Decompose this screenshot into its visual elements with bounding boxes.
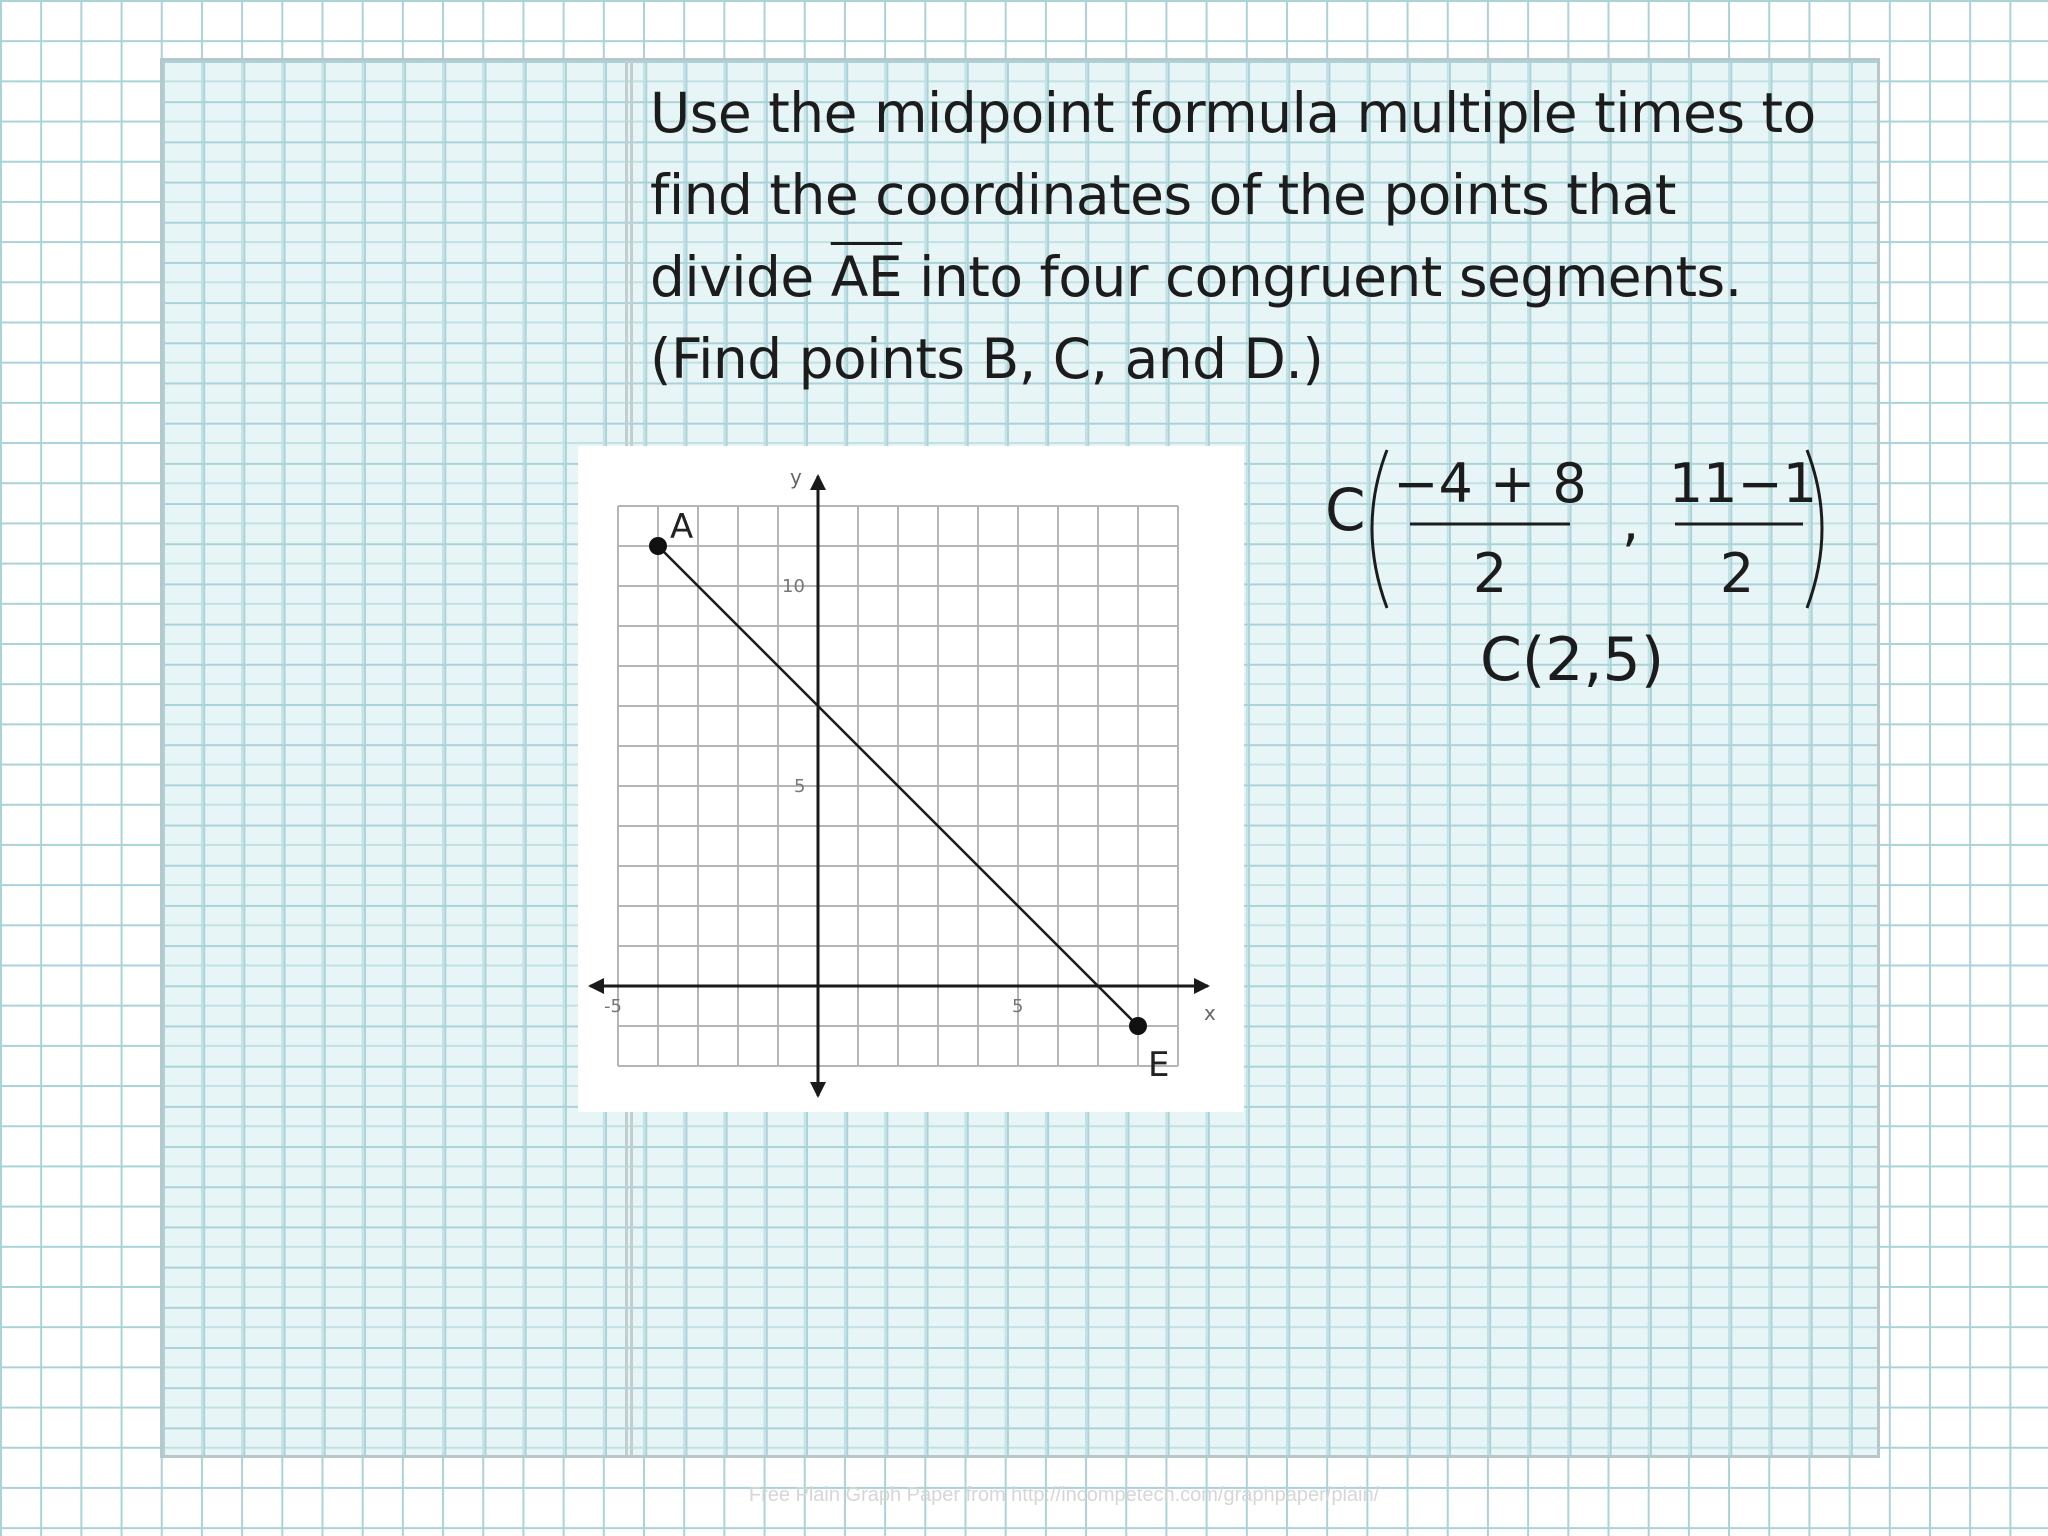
prompt-line-1: Use the midpoint formula multiple times to [650, 81, 1816, 145]
formula-left-paren [1372, 450, 1387, 608]
result-point-c: C(2,5) [1480, 625, 1665, 695]
prompt-line-3-post: into four congruent segments. [902, 245, 1742, 309]
prompt-line-3 [650, 236, 1880, 318]
prompt-line-4: (Find points B, C, and D.) [650, 327, 1324, 391]
segment-ae: $\overline{AE}$ [830, 245, 903, 309]
formula-x-numerator: −4 + 8 [1393, 452, 1587, 515]
coordinate-graph [578, 446, 1244, 1112]
x-axis-arrow-right [1194, 978, 1210, 994]
coordinate-graph-svg [578, 446, 1244, 1112]
point-e [1129, 1017, 1147, 1035]
point-a-label: A [670, 507, 694, 547]
formula-point-c: C [1325, 476, 1366, 544]
y-tick-label-10: 10 [782, 576, 805, 597]
prompt-line-2: find the coordinates of the points that [650, 163, 1676, 227]
y-axis-arrow-down [810, 1082, 826, 1098]
y-axis-label: y [790, 465, 802, 489]
point-e-label: E [1148, 1045, 1170, 1085]
formula-y-denominator: 2 [1719, 542, 1755, 605]
formula-y-numerator: 11−1 [1668, 452, 1818, 515]
midpoint-formula [1325, 440, 1845, 620]
point-a [649, 537, 667, 555]
problem-statement [650, 72, 1880, 400]
prompt-line-3-pre: divide [650, 245, 831, 309]
formula-x-denominator: 2 [1472, 542, 1508, 605]
x-tick-label-neg5: -5 [604, 996, 622, 1017]
formula-comma: , [1622, 490, 1640, 553]
x-axis-label: x [1204, 1001, 1216, 1025]
x-axis-arrow-left [588, 978, 604, 994]
x-tick-label-5: 5 [1012, 996, 1024, 1017]
footer-credit: Free Plain Graph Paper from http://incompetech.com/graphpaper/plain/ [748, 1484, 1380, 1506]
y-axis-arrow-up [810, 474, 826, 490]
y-tick-label-5: 5 [794, 776, 806, 797]
